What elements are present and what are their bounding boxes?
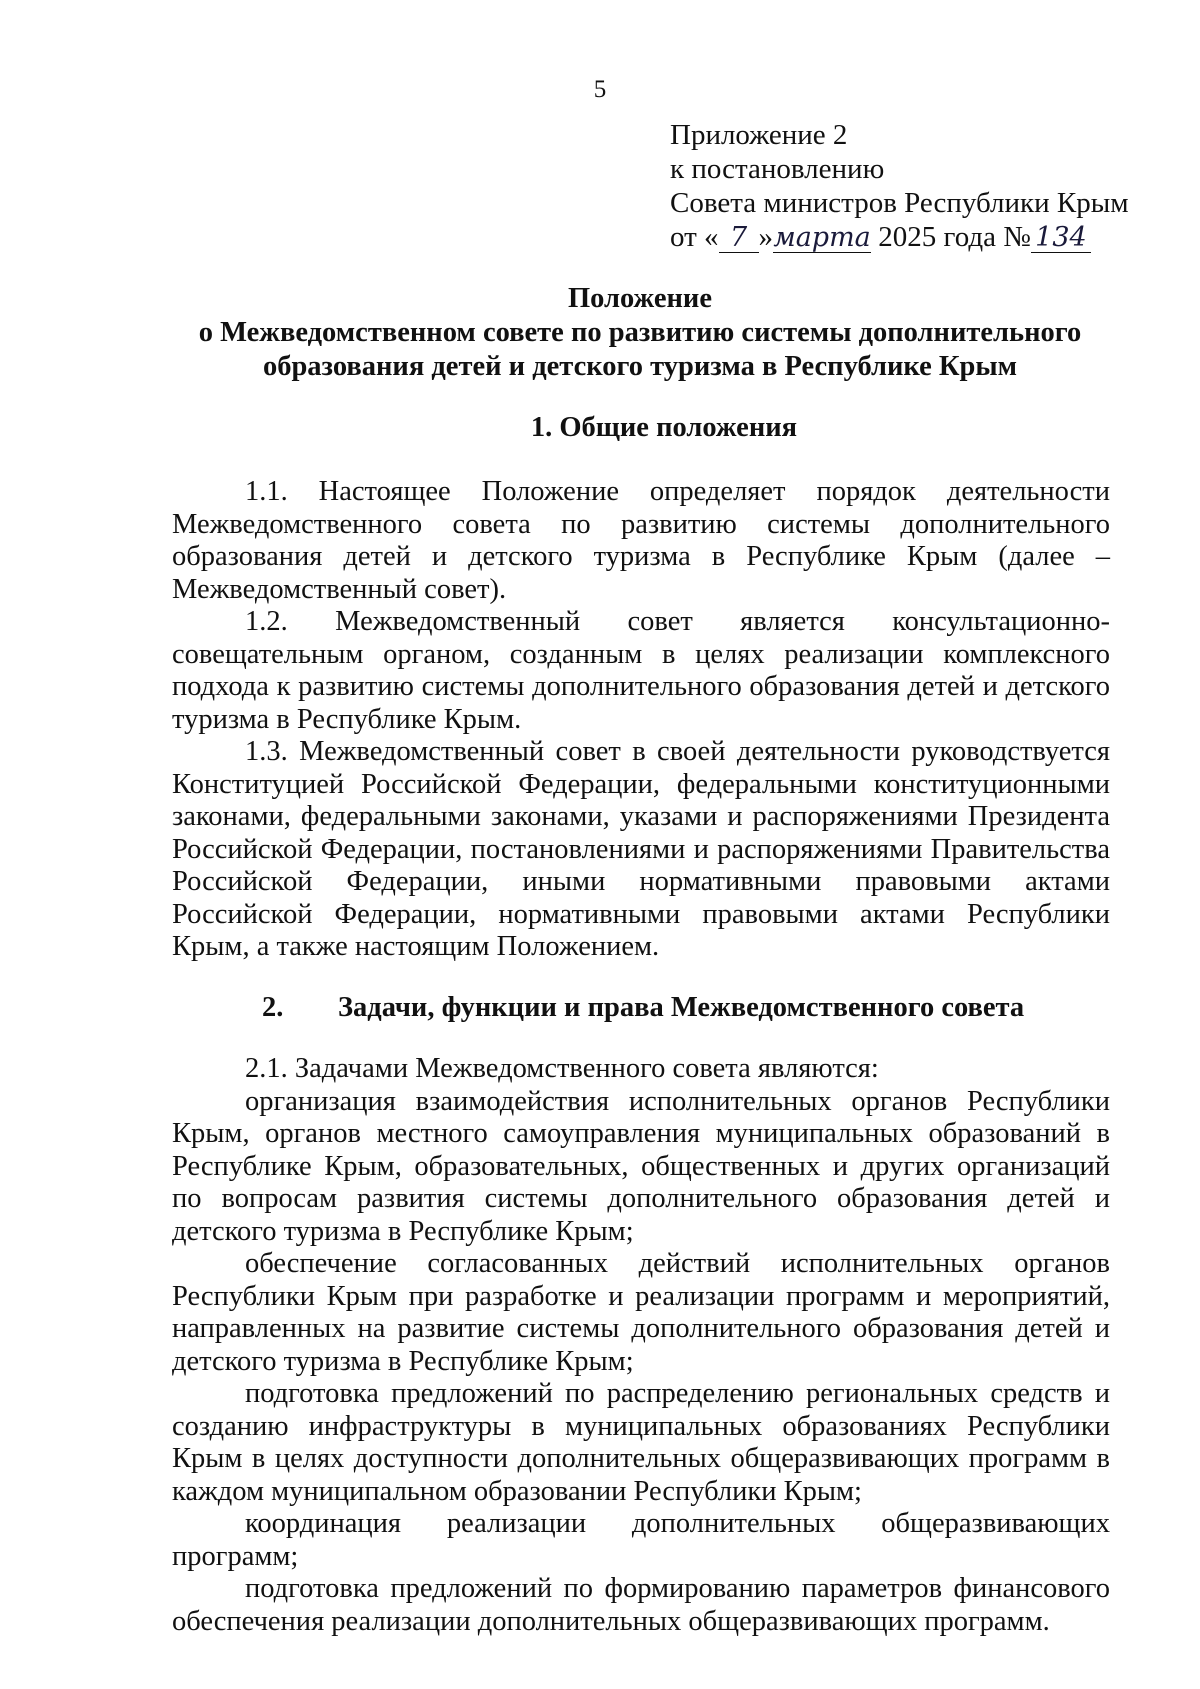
date-year: 2025 года №	[878, 221, 1031, 253]
paragraph-2-task-5: подготовка предложений по формированию параметров финансового обеспечения реализации дополнительных общеразвивающих программ.	[172, 1573, 1110, 1637]
date-prefix: от «	[670, 221, 719, 253]
document-title	[0, 282, 1200, 384]
paragraph-2-1: 2.1. Задачами Межведомственного совета являются:	[245, 1053, 879, 1084]
paragraph-1-2: 1.2. Межведомственный совет является консультационно-совещательным органом, созданным в целях реализации комплексного подхода к развитию системы дополнительного образования детей и детского туризма в Республике Крым.	[172, 606, 1110, 735]
appendix-line-2: к постановлению	[670, 153, 885, 185]
paragraph-1-3: 1.3. Межведомственный совет в своей деятельности руководствуется Конституцией Российской Федерации, федеральными конституционными законами, федеральными законами, указами и распоряжениями Президента Российской Федерации, постановлениями и распоряжениями Правительства Российской Федерации, иными нормативными правовыми актами Российской Федерации, нормативными правовыми актами Республики Крым, а также настоящим Положением.	[172, 736, 1110, 962]
handwritten-day: 7	[719, 224, 759, 253]
appendix-header	[670, 118, 1129, 254]
section-2-number: 2.	[262, 992, 284, 1023]
section-1-body	[172, 476, 1110, 964]
date-quote-close: »	[758, 221, 774, 253]
paragraph-2-task-1: организация взаимодействия исполнительных органов Республики Крым, органов местного самоуправления муниципальных образований в Республике Крым, образовательных, общественных и других организаций по вопросам развития системы дополнительного образования детей и детского туризма в Республике Крым;	[172, 1085, 1110, 1247]
paragraph-2-task-2: обеспечение согласованных действий исполнительных органов Республики Крым при разработке и реализации программ и мероприятий, направленных на развитие системы дополнительного образования детей и детского туризма в Республике Крым;	[172, 1248, 1110, 1377]
handwritten-month: марта	[773, 222, 871, 253]
appendix-line-3: Совета министров Республики Крым	[670, 187, 1129, 219]
handwritten-number: 134	[1031, 224, 1091, 253]
appendix-line-1: Приложение 2	[670, 119, 848, 151]
section-2-title: Задачи, функции и права Межведомственного совета	[338, 992, 1025, 1023]
section-2-heading	[262, 991, 1024, 1025]
title-line-2: о Межведомственном совете по развитию системы дополнительного	[198, 317, 1082, 348]
section-2-body	[172, 1053, 1110, 1638]
paragraph-2-task-3: подготовка предложений по распределению региональных средств и созданию инфраструктуры в муниципальных образованиях Республики Крым в целях доступности дополнительных общеразвивающих программ в каждом муниципальном образовании Республики Крым;	[172, 1378, 1110, 1507]
paragraph-1-1: 1.1. Настоящее Положение определяет порядок деятельности Межведомственного совета по развитию системы дополнительного образования детей и детского туризма в Республике Крым (далее – Межведомственный совет).	[172, 476, 1110, 605]
page-number: 5	[593, 76, 607, 103]
appendix-date-line	[670, 220, 1129, 254]
title-line-3: образования детей и детского туризма в Республике Крым	[262, 351, 1018, 382]
title-line-1: Положение	[567, 283, 712, 314]
section-1-heading: 1. Общие положения	[530, 412, 798, 443]
paragraph-2-task-4: координация реализации дополнительных общеразвивающих программ;	[172, 1508, 1110, 1572]
